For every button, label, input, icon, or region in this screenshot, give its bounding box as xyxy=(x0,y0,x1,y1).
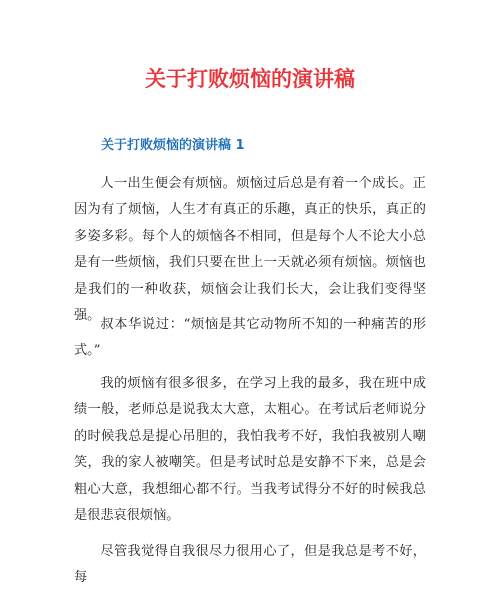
paragraph-1: 人一出生便会有烦恼。烦恼过后总是有着一个成长。正因为有了烦恼，人生才有真正的乐趣，真正的快乐，真正的多姿多彩。每个人的烦恼各不相同，但是每个人不论大小总是有一些烦恼，我们只要在世上一天就必须有烦恼。烦恼也是我们的一种收获，烦恼会让我们长大，会让我们变得坚强。 xyxy=(74,176,426,324)
paragraph-4: 尽管我觉得自我很尽力很用心了，但是我总是考不好，每 xyxy=(74,544,426,586)
paragraph-3: 我的烦恼有很多很多，在学习上我的最多，我在班中成绩一般，老师总是说我太大意，太粗心。在考试后老师说分的时候我总是提心吊胆的，我怕我考不好，我怕我被别人嘲笑，我的家人被嘲笑。但是考试时总是安静不下来，总是会粗心大意，我想细心都不行。当我考试得分不好的时候我总是很悲哀很烦恼。 xyxy=(74,376,426,524)
document-title: 关于打败烦恼的演讲稿 xyxy=(145,67,355,91)
paragraph-2: 叔本华说过：“烦恼是其它动物所不知的一种痛苦的形式。” xyxy=(74,317,426,359)
section-heading: 关于打败烦恼的演讲稿 1 xyxy=(101,138,245,153)
